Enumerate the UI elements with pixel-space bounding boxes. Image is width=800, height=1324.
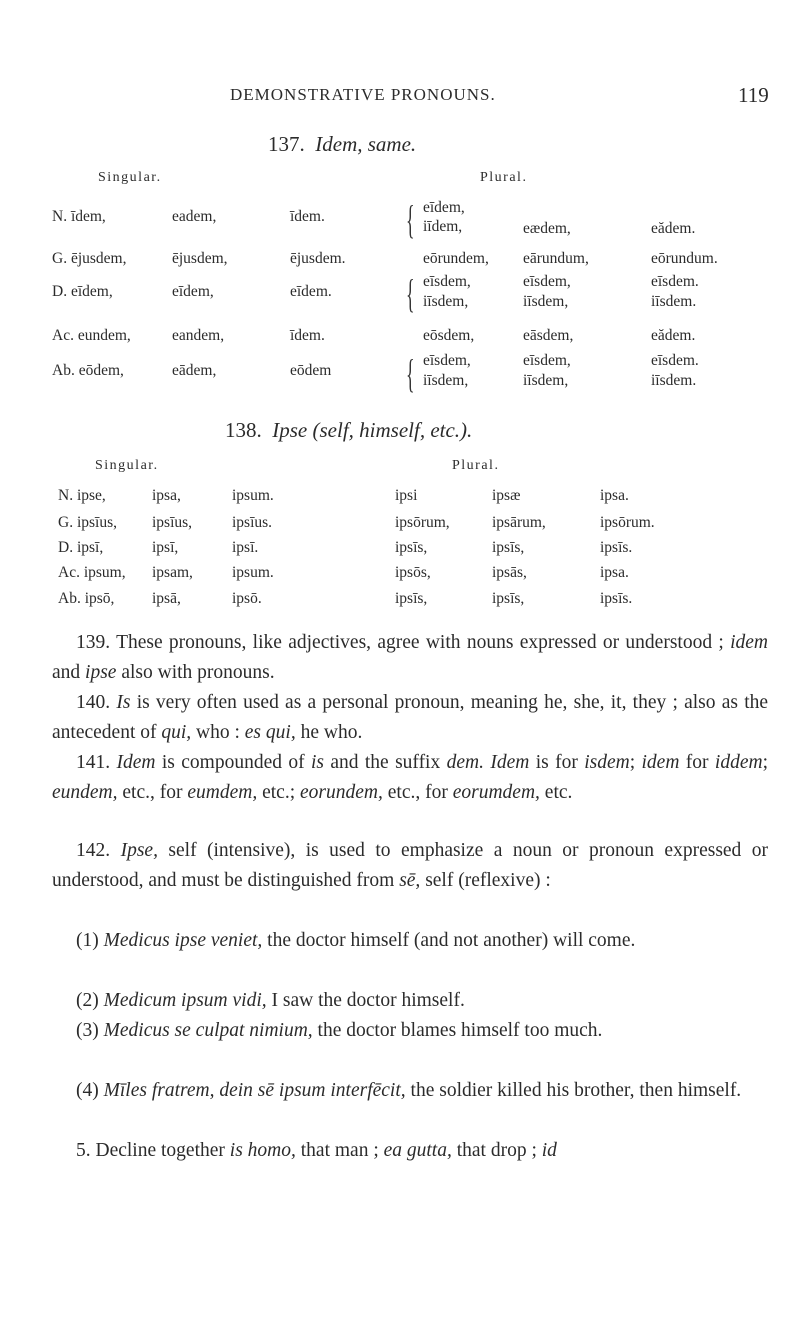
s138-g-case: G. ipsīus, xyxy=(58,514,117,531)
s137-g-fem: ējusdem, xyxy=(172,250,228,267)
s138-ac-pl-fem: ipsās, xyxy=(492,564,527,581)
paragraph-141: 141. Idem is compounded of is and the suffix dem. Idem is for isdem; idem for iddem; eundem, etc., for eumdem, etc.; eorundem, etc., for eorumdem, etc. xyxy=(52,752,768,803)
s138-g-pl-neut: ipsōrum. xyxy=(600,514,655,531)
s138-n-pl-fem: ipsæ xyxy=(492,487,521,504)
s137-n-neut: īdem. xyxy=(290,208,325,225)
s137-ab-neut: eōdem xyxy=(290,362,332,379)
exercise-5: 5. Decline together is homo, that man ; ea gutta, that drop ; id xyxy=(76,1140,557,1161)
s137-d-pl-neut-b: iīsdem. xyxy=(651,293,697,310)
s137-d-neut: eīdem. xyxy=(290,283,332,300)
section-138-plural-label: Plural. xyxy=(452,458,500,473)
s137-ab-case: Ab. eōdem, xyxy=(52,362,124,379)
s138-ab-neut: ipsō. xyxy=(232,590,262,607)
running-head: DEMONSTRATIVE PRONOUNS. xyxy=(230,85,496,104)
s137-ac-neut: īdem. xyxy=(290,327,325,344)
s138-n-pl-neut: ipsa. xyxy=(600,487,629,504)
brace-icon: { xyxy=(406,271,415,316)
s138-d-pl-neut: ipsīs. xyxy=(600,539,633,556)
s137-g-pl-masc: eōrundem, xyxy=(423,250,489,267)
s138-g-fem: ipsīus, xyxy=(152,514,193,531)
s137-ac-fem: eandem, xyxy=(172,327,225,344)
s137-ac-case: Ac. eundem, xyxy=(52,327,131,344)
s137-ab-pl-neut-a: eīsdem. xyxy=(651,352,699,369)
s137-ab-pl-fem-b: iīsdem, xyxy=(523,372,569,389)
example-4: (4) Mīles fratrem, dein sē ipsum interfēcit, the soldier killed his brother, then himself. xyxy=(76,1080,742,1101)
section-137-plural-label: Plural. xyxy=(480,170,528,185)
section-137-title: 137. Idem, same. xyxy=(268,132,417,156)
paragraph-142: 142. Ipse, self (intensive), is used to emphasize a noun or pronoun expressed or understood, and must be distinguished from sē, self (reflexive) : xyxy=(52,840,769,891)
s137-ac-pl-masc: eōsdem, xyxy=(423,327,475,344)
paragraph-140: 140. Is is very often used as a personal pronoun, meaning he, she, it, they ; also as the antecedent of qui, who : es qui, he who. xyxy=(52,692,769,743)
s138-g-pl-fem: ipsārum, xyxy=(492,514,546,531)
s137-d-pl-fem-a: eīsdem, xyxy=(523,273,571,290)
s138-n-pl-masc: ipsi xyxy=(395,487,418,504)
s137-d-fem: eīdem, xyxy=(172,283,214,300)
s138-ac-case: Ac. ipsum, xyxy=(58,564,126,581)
section-138-title: 138. Ipse (self, himself, etc.). xyxy=(225,418,473,442)
s138-ac-neut: ipsum. xyxy=(232,564,274,581)
s137-g-pl-fem: eārundum, xyxy=(523,250,589,267)
s137-ab-pl-masc-a: eīsdem, xyxy=(423,352,471,369)
s138-d-pl-masc: ipsīs, xyxy=(395,539,428,556)
s137-d-pl-masc-b: iīsdem, xyxy=(423,293,469,310)
s137-n-pl-fem: eædem, xyxy=(523,220,571,237)
s138-ac-pl-neut: ipsa. xyxy=(600,564,629,581)
s138-n-case: N. ipse, xyxy=(58,487,106,504)
brace-icon: { xyxy=(406,351,415,396)
s138-ab-pl-neut: ipsīs. xyxy=(600,590,633,607)
s137-n-pl-masc-b: iīdem, xyxy=(423,218,463,235)
s138-n-neut: ipsum. xyxy=(232,487,274,504)
s137-d-case: D. eīdem, xyxy=(52,283,113,300)
s138-ac-fem: ipsam, xyxy=(152,564,193,581)
s138-d-fem: ipsī, xyxy=(152,539,179,556)
page-number: 119 xyxy=(738,83,769,107)
s137-n-fem: eadem, xyxy=(172,208,217,225)
section-138-singular-label: Singular. xyxy=(95,458,159,473)
s137-d-pl-neut-a: eīsdem. xyxy=(651,273,699,290)
s138-ac-pl-masc: ipsōs, xyxy=(395,564,431,581)
s137-ab-pl-fem-a: eīsdem, xyxy=(523,352,571,369)
s137-g-pl-neut: eōrundum. xyxy=(651,250,718,267)
example-3: (3) Medicus se culpat nimium, the doctor blames himself too much. xyxy=(76,1020,603,1041)
s138-d-case: D. ipsī, xyxy=(58,539,104,556)
s138-ab-fem: ipsā, xyxy=(152,590,181,607)
s138-g-pl-masc: ipsōrum, xyxy=(395,514,450,531)
s138-d-neut: ipsī. xyxy=(232,539,259,556)
example-2: (2) Medicum ipsum vidi, I saw the doctor himself. xyxy=(76,990,465,1011)
s138-n-fem: ipsa, xyxy=(152,487,181,504)
s138-ab-pl-fem: ipsīs, xyxy=(492,590,525,607)
paragraph-139: 139. These pronouns, like adjectives, agree with nouns expressed or understood ; idem and ipse also with pronouns. xyxy=(52,632,768,683)
s137-ab-pl-neut-b: iīsdem. xyxy=(651,372,697,389)
section-137-singular-label: Singular. xyxy=(98,170,162,185)
brace-icon: { xyxy=(406,197,415,242)
s138-ab-pl-masc: ipsīs, xyxy=(395,590,428,607)
example-1: (1) Medicus ipse veniet, the doctor himself (and not another) will come. xyxy=(76,930,636,951)
s137-n-pl-masc-a: eīdem, xyxy=(423,199,465,216)
s137-ac-pl-fem: eāsdem, xyxy=(523,327,574,344)
s138-g-neut: ipsīus. xyxy=(232,514,273,531)
s137-n-case: N. īdem, xyxy=(52,208,106,225)
s137-d-pl-masc-a: eīsdem, xyxy=(423,273,471,290)
s138-ab-case: Ab. ipsō, xyxy=(58,590,115,607)
s137-g-case: G. ējusdem, xyxy=(52,250,127,267)
s137-ab-fem: eādem, xyxy=(172,362,217,379)
s137-ac-pl-neut: eădem. xyxy=(651,327,696,344)
s137-ab-pl-masc-b: iīsdem, xyxy=(423,372,469,389)
s137-g-neut: ējusdem. xyxy=(290,250,346,267)
s137-d-pl-fem-b: iīsdem, xyxy=(523,293,569,310)
s138-d-pl-fem: ipsīs, xyxy=(492,539,525,556)
s137-n-pl-neut: eădem. xyxy=(651,220,696,237)
